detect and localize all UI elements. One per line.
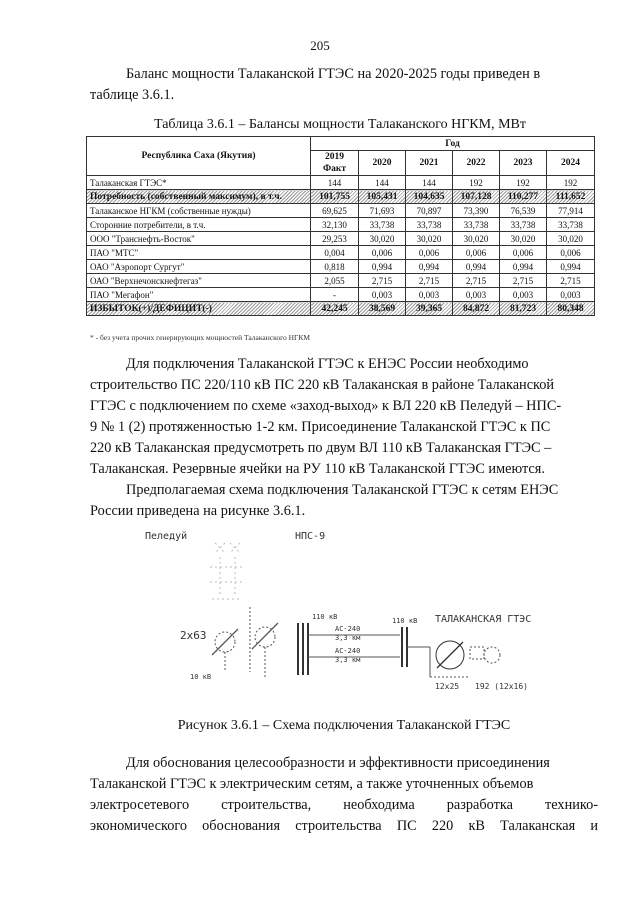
table-caption: Таблица 3.6.1 – Балансы мощности Талаканского НГКМ, МВт — [154, 117, 526, 132]
table-row — [87, 204, 595, 218]
row-label: ОАО "Аэропорт Сургут" — [87, 260, 311, 274]
row-value: 33,738 — [453, 218, 500, 232]
row-value: 81,723 — [500, 302, 547, 316]
row-value: 0,006 — [500, 246, 547, 260]
row-value: 0,006 — [547, 246, 595, 260]
row-value: 39,365 — [406, 302, 453, 316]
row-value: 192 — [500, 176, 547, 190]
row-label: ИЗБЫТОК(+)/ДЕФИЦИТ(-) — [87, 302, 311, 316]
p3-line-2: Талаканской ГТЭС к электрическим сетям, а также уточненных объемов — [90, 776, 534, 792]
row-value: 192 — [453, 176, 500, 190]
p1-line-6: Талаканская. Резервные ячейки на РУ 110 кВ Талаканской ГТЭС имеются. — [90, 461, 545, 477]
row-value: 42,245 — [311, 302, 359, 316]
p2-line-1: Предполагаемая схема подключения Талаканской ГТЭС к сетям ЕНЭС — [126, 482, 559, 498]
label-192: 192 (12х16) — [475, 682, 528, 691]
label-110kv-a: 110 кВ — [312, 613, 338, 621]
row-value: 30,020 — [547, 232, 595, 246]
p1-line-4: 9 № 1 (2) протяженностью 1-2 км. Присоединение Талаканской ГТЭС к ПС — [90, 419, 551, 435]
row-value: 0,003 — [453, 288, 500, 302]
row-value: 111,652 — [547, 190, 595, 204]
row-value: 29,253 — [311, 232, 359, 246]
table-body — [87, 176, 595, 316]
table-row — [87, 232, 595, 246]
label-line1-len: 3,3 км — [335, 634, 361, 642]
row-value: 101,755 — [311, 190, 359, 204]
label-110kv-b: 110 кВ — [392, 617, 418, 625]
row-value: 0,006 — [453, 246, 500, 260]
row-value: 73,390 — [453, 204, 500, 218]
row-value: 70,897 — [406, 204, 453, 218]
row-value: 0,003 — [547, 288, 595, 302]
year-header: 2021 — [406, 151, 453, 176]
row-value: 2,715 — [500, 274, 547, 288]
row-value: 69,625 — [311, 204, 359, 218]
row-label: Потребность (собственный максимум), в т.ч. — [87, 190, 311, 204]
label-2x63: 2х63 — [180, 629, 207, 642]
row-value: 0,818 — [311, 260, 359, 274]
label-10kv-left: 10 кВ — [190, 673, 212, 681]
row-value: 2,055 — [311, 274, 359, 288]
table-row — [87, 260, 595, 274]
header-region: Республика Саха (Якутия) — [87, 137, 311, 176]
row-value: 0,994 — [406, 260, 453, 274]
row-value: 0,994 — [547, 260, 595, 274]
p1-line-1: Для подключения Талаканской ГТЭС к ЕНЭС России необходимо — [126, 356, 529, 372]
row-value: 30,020 — [453, 232, 500, 246]
year-header: 2023 — [500, 151, 547, 176]
row-value: 30,020 — [406, 232, 453, 246]
table-footnote: * - без учета прочих генерирующих мощностей Талаканского НГКМ — [90, 333, 311, 342]
label-line2: АС-240 — [335, 647, 361, 655]
label-peleduy: Пеледуй — [145, 531, 188, 542]
row-value: 192 — [547, 176, 595, 190]
label-line1: АС-240 — [335, 625, 361, 633]
row-value: 0,003 — [406, 288, 453, 302]
row-value: 30,020 — [359, 232, 406, 246]
row-value: 2,715 — [359, 274, 406, 288]
row-label: Талаканское НГКМ (собственные нужды) — [87, 204, 311, 218]
p2-line-2: России приведена на рисунке 3.6.1. — [90, 503, 306, 519]
year-header: 2020 — [359, 151, 406, 176]
p1-line-2: строительство ПС 220/110 кВ ПС 220 кВ Талаканская в районе Талаканской — [90, 377, 555, 393]
row-value: 144 — [406, 176, 453, 190]
row-label: ПАО "Мегафон" — [87, 288, 311, 302]
row-value: 0,004 — [311, 246, 359, 260]
table-row — [87, 218, 595, 232]
p1-line-5: 220 кВ Талаканская предусмотреть по двум ВЛ 110 кВ Талаканская ГТЭС – — [90, 440, 552, 456]
row-value: 32,130 — [311, 218, 359, 232]
row-value: 33,738 — [547, 218, 595, 232]
label-line2-len: 3,3 км — [335, 656, 361, 664]
connection-scheme-diagram — [130, 527, 570, 697]
paragraph-2 — [90, 480, 598, 522]
row-value: 0,994 — [359, 260, 406, 274]
year-header: 2022 — [453, 151, 500, 176]
figure-caption: Рисунок 3.6.1 – Схема подключения Талаканской ГТЭС — [177, 718, 511, 733]
row-label: Сторонние потребители, в т.ч. — [87, 218, 311, 232]
row-value: 144 — [359, 176, 406, 190]
row-value: 0,006 — [359, 246, 406, 260]
row-value: 33,738 — [406, 218, 453, 232]
row-label: Талаканская ГТЭС* — [87, 176, 311, 190]
row-value: 144 — [311, 176, 359, 190]
row-value: 2,715 — [406, 274, 453, 288]
intro-paragraph — [90, 64, 598, 106]
row-value: 2,715 — [547, 274, 595, 288]
row-value: 33,738 — [359, 218, 406, 232]
page-number: 205 — [310, 38, 330, 53]
p3-line-3: электросетевого строительства, необходима разработка технико- — [90, 797, 598, 813]
label-12x25: 12х25 — [435, 682, 460, 691]
row-value: 104,635 — [406, 190, 453, 204]
row-value: 0,003 — [359, 288, 406, 302]
row-value: 76,539 — [500, 204, 547, 218]
header-year: Год — [311, 137, 595, 151]
row-value: 110,277 — [500, 190, 547, 204]
row-value: 33,738 — [500, 218, 547, 232]
row-value: 105,431 — [359, 190, 406, 204]
row-label: ОАО "Верхнечонскнефтегаз" — [87, 274, 311, 288]
intro-line-1: Баланс мощности Талаканской ГТЭС на 2020-2025 годы приведен в — [126, 66, 541, 82]
table-row — [87, 176, 595, 190]
paragraph-1 — [90, 354, 598, 480]
row-value: 38,569 — [359, 302, 406, 316]
p3-line-4: экономического обоснования строительства ПС 220 кВ Талаканская и — [90, 818, 598, 834]
table-row — [87, 302, 595, 316]
table-row — [87, 274, 595, 288]
table-row — [87, 190, 595, 204]
power-balance-table — [86, 136, 595, 316]
year-header: 2019 Факт — [311, 151, 359, 176]
year-header: 2024 — [547, 151, 595, 176]
table-row — [87, 246, 595, 260]
label-nps9: НПС-9 — [295, 531, 326, 542]
row-value: 30,020 — [500, 232, 547, 246]
intro-line-2: таблице 3.6.1. — [90, 87, 175, 103]
row-value: 71,693 — [359, 204, 406, 218]
p1-line-3: ГТЭС с подключением по схеме «заход-выход» к ВЛ 220 кВ Пеледуй – НПС- — [90, 398, 562, 414]
row-value: 0,994 — [500, 260, 547, 274]
row-value: 0,003 — [500, 288, 547, 302]
row-value: 77,914 — [547, 204, 595, 218]
paragraph-3 — [90, 753, 598, 837]
row-value: - — [311, 288, 359, 302]
row-label: ООО "Транснефть-Восток" — [87, 232, 311, 246]
row-label: ПАО "МТС" — [87, 246, 311, 260]
row-value: 80,348 — [547, 302, 595, 316]
table-row — [87, 288, 595, 302]
label-gtes: ТАЛАКАНСКАЯ ГТЭС — [435, 614, 532, 625]
row-value: 0,994 — [453, 260, 500, 274]
p3-line-1: Для обоснования целесообразности и эффективности присоединения — [126, 755, 550, 771]
row-value: 2,715 — [453, 274, 500, 288]
row-value: 107,128 — [453, 190, 500, 204]
row-value: 84,872 — [453, 302, 500, 316]
row-value: 0,006 — [406, 246, 453, 260]
